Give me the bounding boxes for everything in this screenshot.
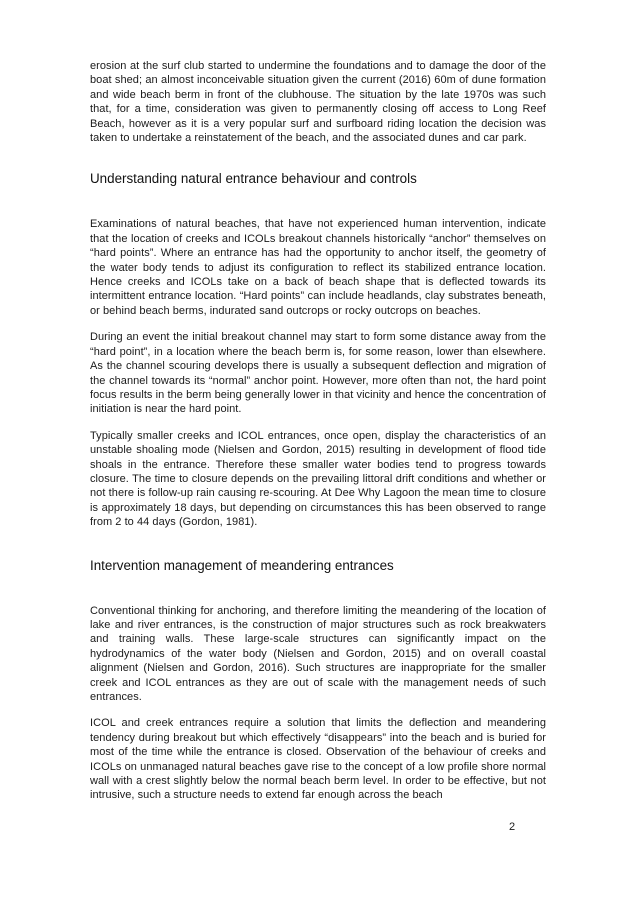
paragraph: Examinations of natural beaches, that have not experienced human intervention, indicate that the location of creeks and ICOLs breakout channels historically “anchor” themselves on “hard points”. Where an entrance has had the opportunity to anchor itself, the geometry of the water body tends to adjust its configuration to reflect its stabilized entrance location. Hence creeks and ICOLs take on a back of beach shape that is deflected towards its intermittent entrance location. “Hard points” can include headlands, clay substrates beneath, or behind beach berms, indurated sand outcrops or rocky outcrops on beaches. <box>90 218 546 317</box>
page-number: 2 <box>509 821 516 833</box>
section-heading-intervention-management: Intervention management of meandering entrances <box>90 557 394 573</box>
paragraph: ICOL and creek entrances require a solution that limits the deflection and meandering tendency during breakout but which effectively “disappears” into the beach and is buried for most of the time while the entrance is closed. Observation of the behaviour of creeks and ICOLs on unmanaged natural beaches gave rise to the concept of a low profile shore normal wall with a crest slightly below the normal beach berm level. In order to be effective, but not intrusive, such a structure needs to extend far enough across the beach <box>90 717 546 802</box>
paragraph: Typically smaller creeks and ICOL entrances, once open, display the characteristics of an unstable shoaling mode (Nielsen and Gordon, 2015) resulting in development of flood tide shoals in the entrance. Therefore these smaller water bodies tend to progress towards closure. The time to closure depends on the prevailing littoral drift conditions and whether or not there is follow-up rain causing re-scouring. At Dee Why Lagoon the mean time to closure is approximately 18 days, but depending on circumstances this has been observed to range from 2 to 44 days (Gordon, 1981). <box>90 429 546 529</box>
paragraph: During an event the initial breakout channel may start to form some distance away from the “hard point”, in a location where the beach berm is, for some reason, lower than elsewhere. As the channel scouring develops there is usually a subsequent deflection and migration of the channel towards its “normal” anchor point. However, more often than not, the hard point focus results in the berm being generally lower in that vicinity and hence the concentration of initiation is near the hard point. <box>90 331 546 416</box>
paragraph: Conventional thinking for anchoring, and therefore limiting the meandering of the location of lake and river entrances, is the construction of major structures such as rock breakwaters and training walls. These large-scale structures can significantly impact on the hydrodynamics of the water body (Nielsen and Gordon, 2015) and on overall coastal alignment (Nielsen and Gordon, 2016). Such structures are inappropriate for the smaller creek and ICOL entrances as they are out of scale with the management needs of such entrances. <box>90 604 546 703</box>
intro-paragraph: erosion at the surf club started to undermine the foundations and to damage the door of the boat shed; an almost inconceivable situation given the current (2016) 60m of dune formation and wide beach berm in front of the clubhouse. The situation by the late 1970s was such that, for a time, consideration was given to permanently closing off access to Long Reef Beach, however as it is a very popular surf and surfboard riding location the decision was taken to undertake a reinstatement of the beach, and the associated dunes and car park. <box>90 60 546 145</box>
page-body <box>90 59 546 803</box>
section-heading-entrance-behaviour: Understanding natural entrance behaviour and controls <box>90 171 417 187</box>
